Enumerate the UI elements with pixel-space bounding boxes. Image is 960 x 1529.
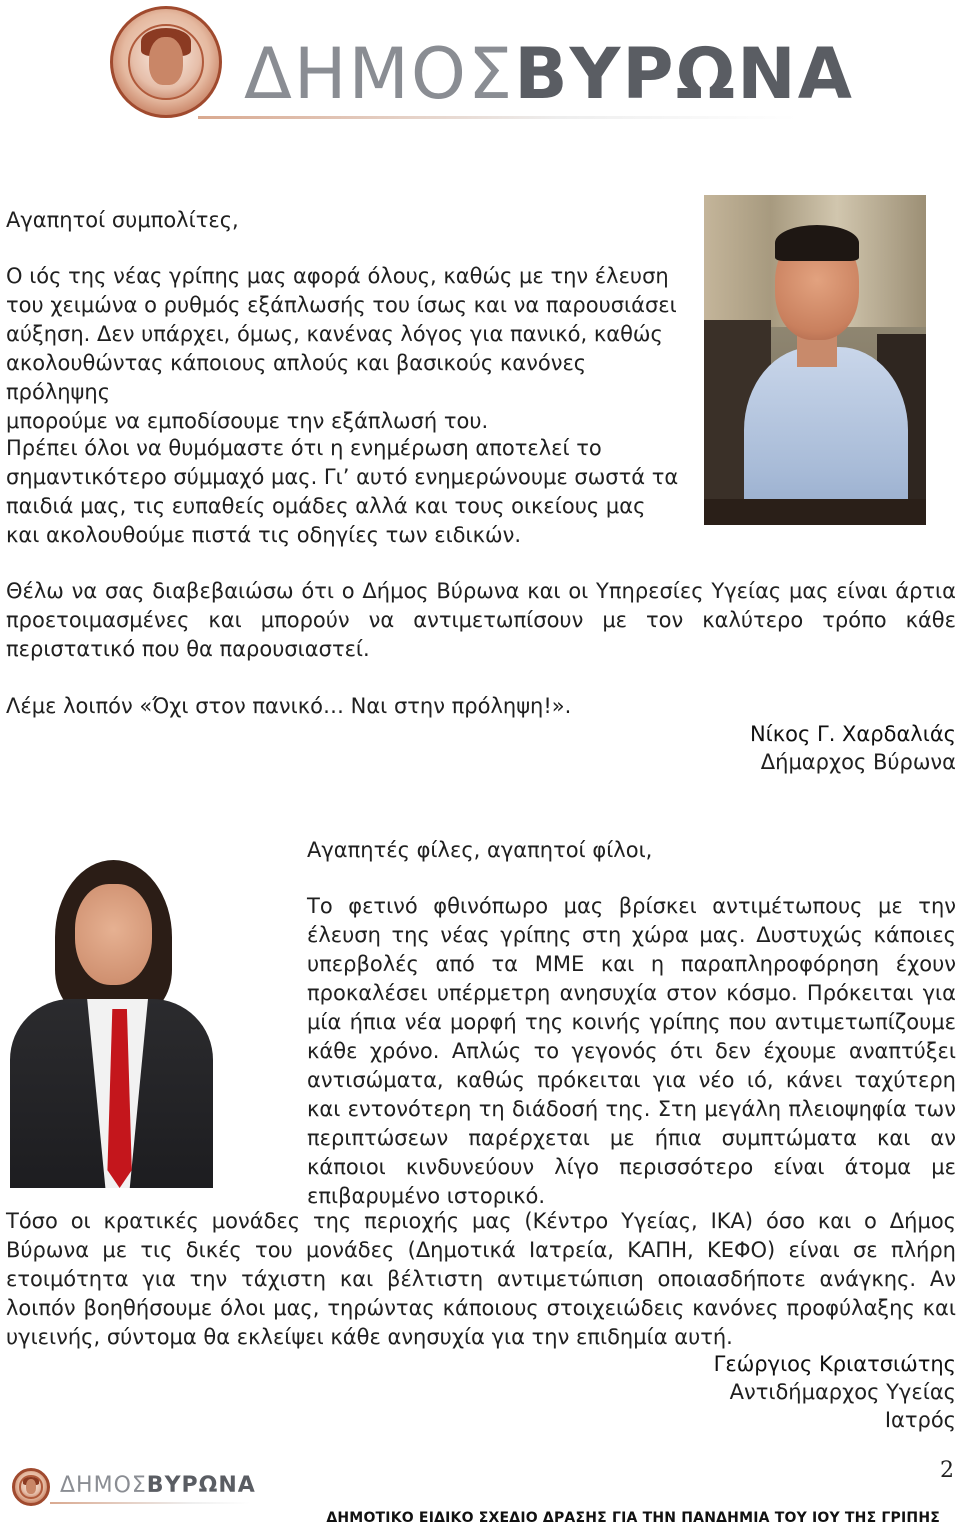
text-line: παιδιά μας, τις ευπαθείς ομάδες αλλά και τους οικείους μας xyxy=(6,494,646,518)
letter2-signature-title: Αντιδήμαρχος Υγείας xyxy=(729,1380,956,1404)
letter2-signature-role: Ιατρός xyxy=(884,1408,956,1432)
text-line: αύξηση. Δεν υπάρχει, όμως, κανένας λόγος για πανικό, καθώς xyxy=(6,322,663,346)
footer-underline xyxy=(50,1502,250,1504)
text-line: Ο ιός της νέας γρίπης μας αφορά όλους, καθώς με την έλευση xyxy=(6,264,669,288)
municipality-seal-icon xyxy=(12,1468,50,1506)
letter2-paragraph-1: Το φετινό φθινόπωρο μας βρίσκει αντιμέτωπους με την έλευση της νέας γρίπης στη χώρα μας. Δυστυχώς κάποιες υπερβολές από τα ΜΜΕ και η παραπληροφόρηση έχουν προκαλέσει υπέρμετρη ανησυχία στον κόσμο. Πρόκειται για μία ήπια νέα μορφή της κοινής γρίπης που αντιμετωπίζουμε κάθε χρόνο. Απλώς το γεγονός ότι δεν έχουμε αναπτύξει αντισώματα, καθώς πρόκειται για νέο ιό, κάνει ταχύτερη και εντονότερη τη διάδοσή της. Στη μεγάλη πλειοψηφία των περιπτώσεων παρέρχεται με ήπια συμπτώματα και αν κάποιοι κινδυνεύουν λίγο περισσότερο είναι άτομα με επιβαρυμένο ιστορικό. xyxy=(307,894,956,1208)
text-line: του χειμώνα ο ρυθμός εξάπλωσής του ίσως και να παρουσιάσει xyxy=(6,293,677,317)
letter2-paragraph-2: Τόσο οι κρατικές μονάδες της περιοχής μας (Κέντρο Υγείας, ΙΚΑ) όσο και ο Δήμος Βύρωνα με τις δικές του μονάδες (Δημοτικά Ιατρεία, ΚΑΠΗ, ΚΕΦΟ) είναι σε πλήρη ετοιμότητα για την τάχιστη και βέλτιστη αντιμετώπιση οποιασδήποτε ανάγκης. Αν λοιπόν βοηθήσουμε όλοι μας, τηρώντας κάποιους στοιχειώδεις κανόνες προφύλαξης και υγιεινής, σύντομα θα εκλείψει κάθε ανησυχία για την επιδημία αυτή. xyxy=(6,1209,956,1349)
letter1-paragraph-2 xyxy=(6,434,696,550)
header-underline xyxy=(198,116,798,119)
deputy-mayor-photo xyxy=(10,850,213,1188)
text-line: Πρέπει όλοι να θυμόμαστε ότι η ενημέρωση αποτελεί το xyxy=(6,436,602,460)
letter1-closing: Λέμε λοιπόν «Όχι στον πανικό… Ναι στην πρόληψη!». xyxy=(6,694,572,718)
logo-text-bold: ΒΥΡΩΝΑ xyxy=(146,1473,256,1498)
logo-text-light: ΔΗΜΟΣ xyxy=(244,33,515,115)
footer-document-title: ΔΗΜΟΤΙΚΟ ΕΙΔΙΚΟ ΣΧΕΔΙΟ ΔΡΑΣΗΣ ΓΙΑ ΤΗΝ ΠΑΝΔΗΜΙΑ ΤΟΥ ΙΟΥ ΤΗΣ ΓΡΙΠΗΣ xyxy=(326,1510,940,1526)
mayor-photo xyxy=(704,195,926,525)
letter1-signature-name: Νίκος Γ. Χαρδαλιάς xyxy=(749,722,956,746)
footer-logo-text xyxy=(60,1472,256,1500)
text-line: ακολουθώντας κάποιους απλούς και βασικούς κανόνες πρόληψης xyxy=(6,351,587,404)
text-line: μπορούμε να εμποδίσουμε την εξάπλωσή του. xyxy=(6,409,489,433)
logo-text-bold: ΒΥΡΩΝΑ xyxy=(514,33,854,115)
letter1-greeting: Αγαπητοί συμπολίτες, xyxy=(6,208,239,232)
logo-text-light: ΔΗΜΟΣ xyxy=(60,1473,147,1498)
letter2-greeting: Αγαπητές φίλες, αγαπητοί φίλοι, xyxy=(307,838,653,862)
page-number: 2 xyxy=(940,1458,954,1483)
text-line: σημαντικότερο σύμμαχό μας. Γι’ αυτό ενημερώνουμε σωστά τα xyxy=(6,465,679,489)
letter1-paragraph-1 xyxy=(6,262,696,436)
header-logo-text xyxy=(244,34,854,114)
letter1-signature-title: Δήμαρχος Βύρωνα xyxy=(760,750,956,774)
header-logo xyxy=(108,4,854,154)
footer-logo xyxy=(10,1466,270,1510)
letter1-paragraph-3: Θέλω να σας διαβεβαιώσω ότι ο Δήμος Βύρωνα και οι Υπηρεσίες Υγείας μας είναι άρτια προετοιμασμένες και μπορούν να αντιμετωπίσουν με τον καλύτερο τρόπο κάθε περιστατικό που θα παρουσιαστεί. xyxy=(6,579,956,661)
text-line: και ακολουθούμε πιστά τις οδηγίες των ειδικών. xyxy=(6,523,522,547)
letter2-signature-name: Γεώργιος Κριατσιώτης xyxy=(713,1352,956,1376)
municipality-seal-icon xyxy=(110,6,222,118)
